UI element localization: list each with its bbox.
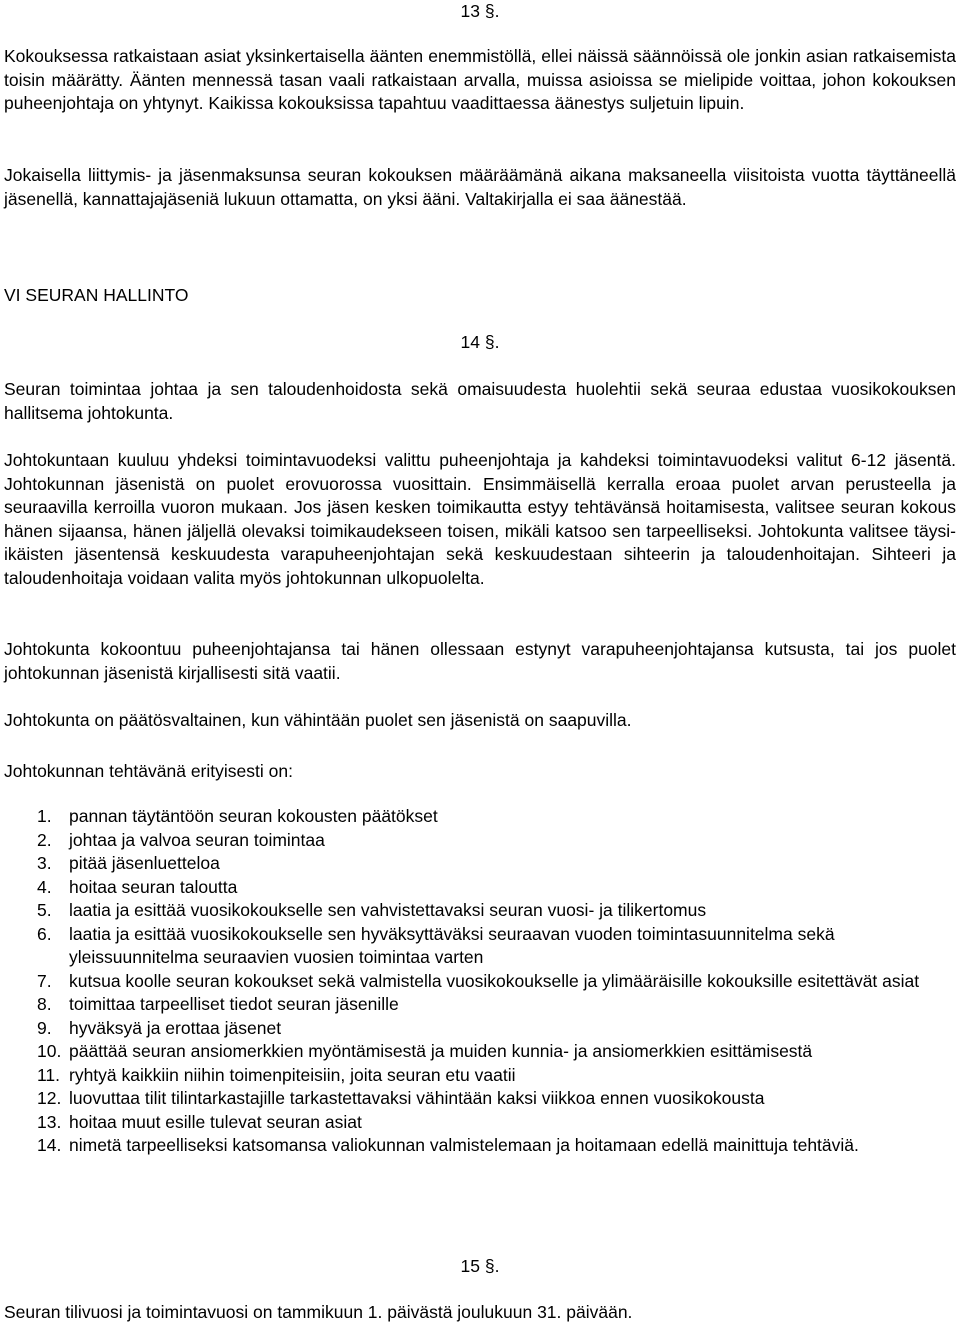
- section-number-14: 14 §.: [460, 332, 500, 352]
- paragraph-voting-rights: Jokaisella liittymis- ja jäsenmaksunsa seuran kokouksen määräämänä aikana maksaneella viisitoista vuotta täyttäneellä jäsenellä, kannattajajäseniä lukuun ottamatta, on yksi ääni. Valtakirjalla ei saa äänestää.: [4, 165, 956, 209]
- list-item: [4, 829, 952, 853]
- list-item: [4, 993, 952, 1017]
- list-item-text: hyväksyä ja erottaa jäsenet: [69, 1017, 282, 1038]
- section-number-13: 13 §.: [460, 1, 500, 21]
- section-number-15: 15 §.: [460, 1256, 500, 1276]
- chapter-heading: VI SEURAN HALLINTO: [4, 285, 189, 305]
- paragraph-board-role: Seuran toimintaa johtaa ja sen taloudenhoidosta sekä omaisuudesta huolehtii sekä seuraa edustaa vuosikokouksen hallitsema johtokunta.: [4, 379, 956, 423]
- list-item-number: 11.: [37, 1064, 61, 1085]
- paragraph-fiscal-year: Seuran tilivuosi ja toimintavuosi on tammikuun 1. päivästä joulukuun 31. päivään.: [4, 1302, 633, 1322]
- paragraph-board-duties-intro: Johtokunnan tehtävänä erityisesti on:: [4, 761, 293, 781]
- list-item-text: pannan täytäntöön seuran kokousten päätökset: [69, 806, 438, 826]
- list-item-number: 14.: [37, 1135, 62, 1155]
- paragraph-board-quorum: Johtokunta on päätösvaltainen, kun vähintään puolet sen jäsenistä on saapuvilla.: [4, 710, 632, 730]
- list-item-text: päättää seuran ansiomerkkien myöntämisestä ja muiden kunnia- ja ansiomerkkien esittämisestä: [69, 1041, 813, 1061]
- list-item: [4, 1111, 952, 1135]
- list-item-text: laatia ja esittää vuosikokoukselle sen vahvistettavaksi seuran vuosi- ja tilikertomus: [69, 900, 707, 920]
- list-item-text: toimittaa tarpeelliset tiedot seuran jäsenille: [69, 994, 399, 1014]
- list-item-text: luovuttaa tilit tilintarkastajille tarkastettavaksi vähintään kaksi viikkoa ennen vuosikokousta: [69, 1088, 765, 1108]
- list-item: [4, 1087, 952, 1111]
- list-item-text: kutsua koolle seuran kokoukset sekä valmistella vuosikokoukselle ja ylimääräisille kokouksille esitettävät asiat: [69, 970, 920, 991]
- list-item-text: nimetä tarpeelliseksi katsomansa valiokunnan valmistelemaan ja hoitamaan edellä mainittuja tehtäviä.: [69, 1135, 859, 1155]
- list-item-number: 2.: [37, 829, 52, 850]
- paragraph-board-meetings: Johtokunta kokoontuu puheenjohtajansa tai hänen ollessaan estynyt varapuheenjohtajansa kutsusta, tai jos puolet johtokunnan jäsenistä kirjallisesti sitä vaatii.: [4, 639, 956, 683]
- list-item: [4, 805, 952, 829]
- list-item-number: 9.: [37, 1017, 52, 1038]
- list-item-number: 13.: [37, 1111, 62, 1132]
- list-item-text: hoitaa seuran taloutta: [69, 876, 238, 897]
- list-item-text: laatia ja esittää vuosikokoukselle sen hyväksyttäväksi seuraavan vuoden toimintasuunnitelma sekä yleissuunnitelma seuraavien vuosien toimintaa varten: [69, 923, 835, 967]
- list-item: [4, 1134, 952, 1158]
- list-item-text: johtaa ja valvoa seuran toimintaa: [69, 829, 325, 850]
- list-item-text: pitää jäsenluetteloa: [69, 853, 220, 873]
- list-item: [4, 852, 952, 876]
- list-item-number: 1.: [37, 806, 52, 826]
- list-item: [4, 970, 952, 994]
- list-item-number: 3.: [37, 853, 52, 873]
- list-item-text: hoitaa muut esille tulevat seuran asiat: [69, 1111, 362, 1132]
- board-duties-list: [4, 805, 952, 1158]
- list-item: [4, 1017, 952, 1041]
- list-item-number: 12.: [37, 1088, 62, 1108]
- paragraph-board-composition: Johtokuntaan kuuluu yhdeksi toimintavuodeksi valittu puheenjohtaja ja kahdeksi toimintavuodeksi valitut 6-12 jäsentä. Johtokunnan jäsenistä on puolet erovuorossa vuosittain. Ensimmäisellä kerralla eroaa puolet arvan perusteella ja seuraavilla kerroilla vuoron mukaan. Jos jäsen kesken toimikautta estyy tehtävänsä hoitamisesta, valitsee seuran kokous hänen sijaansa, hänen jäljellä olevaksi toimikaudekseen toisen, mikäli katsoo sen tarpeelliseksi. Johtokunta valitsee täysi-ikäisten jäsentensä keskuudesta varapuheenjohtajan sekä keskuudestaan sihteerin ja taloudenhoitajan. Sihteeri ja taloudenhoitaja voidaan valita myös johtokunnan ulkopuolelta.: [4, 450, 956, 588]
- list-item: [4, 1064, 952, 1088]
- list-item-number: 4.: [37, 876, 52, 897]
- list-item-number: 8.: [37, 994, 52, 1014]
- list-item: [4, 899, 952, 923]
- list-item-number: 6.: [37, 923, 52, 944]
- list-item: [4, 1040, 952, 1064]
- list-item-number: 7.: [37, 970, 52, 991]
- list-item-number: 5.: [37, 900, 52, 920]
- list-item-text: ryhtyä kaikkiin niihin toimenpiteisiin, joita seuran etu vaatii: [69, 1064, 516, 1085]
- list-item-number: 10.: [37, 1041, 62, 1061]
- paragraph-voting-majority: Kokouksessa ratkaistaan asiat yksinkertaisella äänten enemmistöllä, ellei näissä säännöissä ole jonkin asian ratkaisemista toisin määrätty. Äänten mennessä tasan vaali ratkaistaan arvalla, muissa asioissa se mielipide voittaa, johon kokouksen puheenjohtaja on yhtynyt. Kaikissa kokouksissa tapahtuu vaadittaessa äänestys suljetuin lipuin.: [4, 46, 956, 113]
- list-item: [4, 876, 952, 900]
- list-item: [4, 923, 952, 970]
